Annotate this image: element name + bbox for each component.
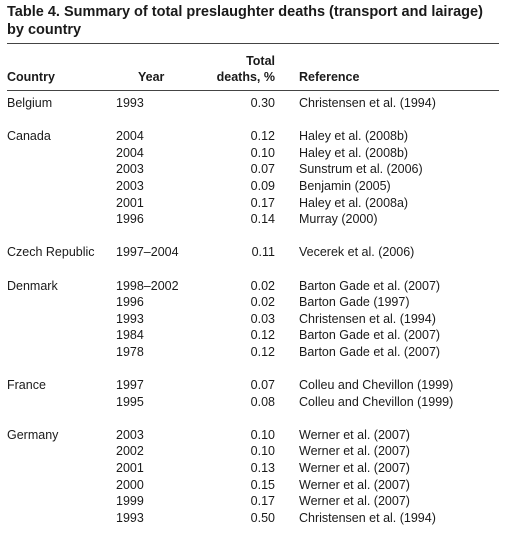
- cell-year: 2000: [116, 477, 144, 492]
- cell-reference: Haley et al. (2008b): [299, 129, 409, 144]
- cell-total-deaths: 0.03: [250, 311, 275, 326]
- cell-reference: Werner et al. (2007): [299, 477, 410, 492]
- cell-year: 1993: [116, 311, 144, 326]
- table-row: [0, 95, 505, 112]
- table-row: [0, 294, 505, 311]
- header-deaths-line1: Total: [246, 54, 275, 68]
- cell-total-deaths: 0.07: [250, 162, 275, 177]
- cell-reference: Barton Gade et al. (2007): [299, 344, 441, 359]
- cell-total-deaths: 0.30: [250, 96, 275, 110]
- table-row: [0, 244, 505, 261]
- cell-reference: Haley et al. (2008a): [299, 195, 409, 210]
- country-group: [0, 128, 505, 228]
- cell-reference: Werner et al. (2007): [299, 494, 410, 509]
- cell-total-deaths: 0.12: [250, 344, 275, 359]
- table-row: [0, 278, 505, 295]
- header-country: Country: [7, 70, 55, 84]
- header-rule: [7, 90, 499, 91]
- cell-total-deaths: 0.08: [250, 394, 275, 409]
- cell-year: 2003: [116, 162, 144, 177]
- table-row: [0, 427, 505, 444]
- header-year: Year: [138, 70, 165, 84]
- cell-year: 2002: [116, 444, 144, 459]
- cell-total-deaths: 0.07: [250, 378, 275, 393]
- cell-country: Canada: [7, 129, 51, 144]
- cell-total-deaths: 0.10: [250, 427, 275, 442]
- header-reference: Reference: [299, 70, 360, 84]
- cell-year: 1997–2004: [116, 245, 179, 260]
- cell-reference: Christensen et al. (1994): [299, 311, 436, 326]
- cell-year: 2003: [116, 427, 144, 442]
- cell-reference: Barton Gade (1997): [299, 295, 410, 310]
- table-row: [0, 510, 505, 527]
- cell-reference: Barton Gade et al. (2007): [299, 278, 441, 293]
- cell-total-deaths: 0.17: [250, 494, 275, 509]
- cell-reference: Barton Gade et al. (2007): [299, 328, 441, 343]
- country-group: [0, 377, 505, 410]
- table-row: [0, 128, 505, 145]
- cell-year: 2001: [116, 195, 144, 210]
- cell-total-deaths: 0.12: [250, 129, 275, 144]
- table-row: [0, 493, 505, 510]
- cell-total-deaths: 0.17: [250, 195, 275, 210]
- cell-reference: Haley et al. (2008b): [299, 145, 409, 160]
- header-total-deaths: [200, 53, 275, 85]
- cell-year: 1993: [116, 510, 144, 525]
- cell-country: Germany: [7, 427, 59, 442]
- cell-reference: Werner et al. (2007): [299, 461, 410, 476]
- cell-year: 2003: [116, 178, 144, 193]
- table-row: [0, 195, 505, 212]
- cell-total-deaths: 0.10: [250, 444, 275, 459]
- cell-year: 1995: [116, 394, 144, 409]
- table-row: [0, 394, 505, 411]
- country-group: [0, 244, 505, 261]
- cell-total-deaths: 0.02: [250, 278, 275, 293]
- cell-year: 2004: [116, 129, 144, 144]
- cell-country: Belgium: [7, 96, 53, 110]
- table-row: [0, 344, 505, 361]
- country-group: [0, 278, 505, 361]
- table-row: [0, 460, 505, 477]
- table-row: [0, 145, 505, 162]
- cell-reference: Benjamin (2005): [299, 178, 391, 193]
- cell-reference: Murray (2000): [299, 212, 378, 227]
- table-title: Table 4. Summary of total preslaughter deaths (transport and lairage) by country: [7, 4, 483, 38]
- table-row: [0, 211, 505, 228]
- cell-total-deaths: 0.13: [250, 461, 275, 476]
- cell-year: 2004: [116, 145, 144, 160]
- cell-reference: Werner et al. (2007): [299, 444, 410, 459]
- cell-year: 1978: [116, 344, 144, 359]
- cell-total-deaths: 0.02: [250, 295, 275, 310]
- cell-reference: Colleu and Chevillon (1999): [299, 378, 454, 393]
- cell-reference: Christensen et al. (1994): [299, 510, 436, 525]
- table-row: [0, 327, 505, 344]
- cell-total-deaths: 0.15: [250, 477, 275, 492]
- top-rule: [7, 43, 499, 44]
- cell-reference: Vecerek et al. (2006): [299, 245, 415, 260]
- cell-year: 2001: [116, 461, 144, 476]
- cell-total-deaths: 0.50: [250, 510, 275, 525]
- cell-year: 1998–2002: [116, 278, 179, 293]
- table-row: [0, 161, 505, 178]
- cell-country: Denmark: [7, 278, 58, 293]
- cell-year: 1997: [116, 378, 144, 393]
- table-body: [0, 95, 505, 543]
- table-row: [0, 178, 505, 195]
- table-row: [0, 377, 505, 394]
- cell-year: 1996: [116, 212, 144, 227]
- cell-year: 1993: [116, 96, 144, 110]
- cell-total-deaths: 0.12: [250, 328, 275, 343]
- table-row: [0, 477, 505, 494]
- country-group: [0, 427, 505, 527]
- cell-reference: Sunstrum et al. (2006): [299, 162, 423, 177]
- cell-total-deaths: 0.11: [251, 245, 275, 260]
- cell-country: France: [7, 378, 46, 393]
- table-row: [0, 311, 505, 328]
- country-group: [0, 95, 505, 112]
- cell-reference: Werner et al. (2007): [299, 427, 410, 442]
- cell-country: Czech Republic: [7, 245, 95, 260]
- cell-total-deaths: 0.14: [250, 212, 275, 227]
- cell-reference: Christensen et al. (1994): [299, 96, 436, 110]
- table-row: [0, 443, 505, 460]
- cell-year: 1996: [116, 295, 144, 310]
- cell-total-deaths: 0.09: [250, 178, 275, 193]
- header-deaths-line2: deaths, %: [216, 70, 275, 84]
- cell-year: 1984: [116, 328, 144, 343]
- cell-year: 1999: [116, 494, 144, 509]
- cell-reference: Colleu and Chevillon (1999): [299, 394, 454, 409]
- cell-total-deaths: 0.10: [250, 145, 275, 160]
